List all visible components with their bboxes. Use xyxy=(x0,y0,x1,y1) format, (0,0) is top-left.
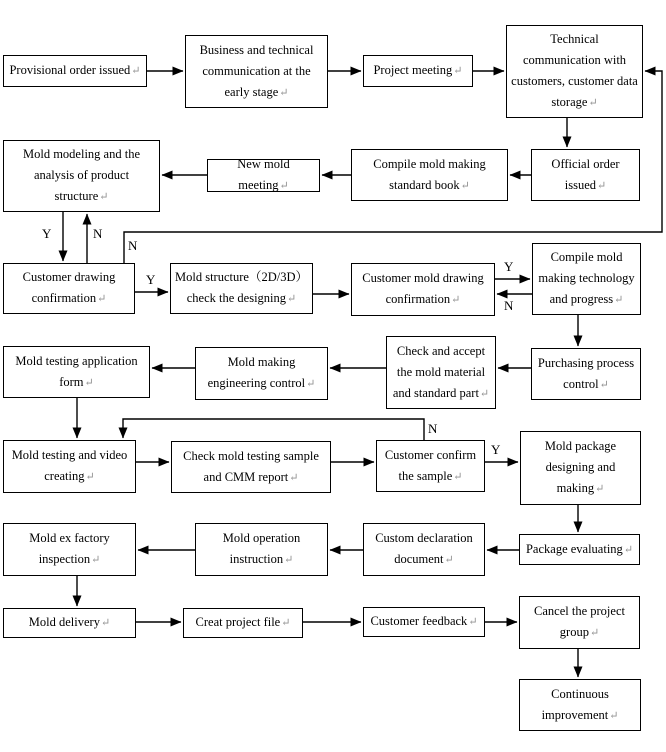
return-mark: ↵ xyxy=(468,616,478,628)
node-mold-testing-video-creating xyxy=(3,440,136,493)
node-package-evaluating xyxy=(519,534,640,565)
node-text: Cancel the project group xyxy=(534,604,625,639)
branch-label-no-sample: N xyxy=(428,421,438,436)
return-mark: ↵ xyxy=(287,293,297,305)
node-text: Check and accept the mold material and standard part xyxy=(392,343,486,400)
node-text: Project meeting xyxy=(373,63,453,77)
node-text: Mold structure（2D/3D）check the designing xyxy=(175,270,308,305)
node-custom-declaration-document xyxy=(363,523,485,576)
node-text: Custom declaration document xyxy=(375,531,473,566)
node-mold-ex-factory-inspection xyxy=(3,523,136,576)
node-text: Creat project file xyxy=(195,615,281,629)
node-text: Mold package designing and making xyxy=(544,439,617,495)
return-mark: ↵ xyxy=(91,554,101,566)
return-mark: ↵ xyxy=(97,293,107,305)
return-mark: ↵ xyxy=(85,471,95,483)
node-mold-structure-check xyxy=(170,263,313,314)
branch-label-no-to-modeling: N xyxy=(93,226,103,241)
node-text: Customer feedback xyxy=(370,614,468,628)
return-mark: ↵ xyxy=(597,179,607,192)
return-mark: ↵ xyxy=(453,65,463,77)
node-mold-delivery xyxy=(3,608,136,638)
arrow-confirm-sample-no-to-testing-video xyxy=(123,419,424,440)
node-text: Mold testing application form xyxy=(15,353,138,389)
return-mark: ↵ xyxy=(289,471,299,484)
node-mold-testing-application-form xyxy=(3,346,150,398)
node-text: Mold making engineering control xyxy=(207,355,306,390)
node-text: Check mold testing sample and CMM report xyxy=(183,448,319,484)
node-check-accept-material xyxy=(386,336,496,409)
node-mold-package-designing xyxy=(520,431,641,505)
return-mark: ↵ xyxy=(589,627,600,639)
return-mark: ↵ xyxy=(479,387,490,400)
return-mark: ↵ xyxy=(460,179,470,192)
return-mark: ↵ xyxy=(84,376,94,389)
return-mark: ↵ xyxy=(131,65,141,77)
return-mark: ↵ xyxy=(281,617,291,629)
node-check-mold-testing-sample xyxy=(171,441,331,493)
branch-label-yes-sample: Y xyxy=(491,442,501,457)
node-text: Provisional order issued xyxy=(9,63,131,77)
node-customer-confirm-sample xyxy=(376,440,485,492)
branch-label-yes-mold-drawing: Y xyxy=(504,259,514,274)
node-continuous-improvement xyxy=(519,679,641,731)
node-text: New mold meeting xyxy=(237,157,290,192)
return-mark: ↵ xyxy=(100,617,111,629)
return-mark: ↵ xyxy=(623,543,634,556)
return-mark: ↵ xyxy=(444,554,454,566)
branch-label-yes-to-structure-check: Y xyxy=(146,272,156,287)
return-mark: ↵ xyxy=(595,483,605,495)
node-text: Customer drawing confirmation xyxy=(22,270,116,305)
node-technical-communication xyxy=(506,25,643,118)
node-text: Compile mold making standard book xyxy=(373,156,486,192)
node-project-meeting xyxy=(363,55,473,87)
return-mark: ↵ xyxy=(306,378,316,390)
return-mark: ↵ xyxy=(599,378,609,391)
node-text: Mold operation instruction xyxy=(222,531,301,566)
node-business-communication xyxy=(185,35,328,108)
node-text: Mold ex factory inspection xyxy=(29,531,110,566)
node-text: Mold modeling and the analysis of product structure xyxy=(23,147,140,203)
node-purchasing-process-control xyxy=(531,348,641,400)
node-cancel-project-group xyxy=(519,596,640,649)
return-mark: ↵ xyxy=(453,470,463,483)
node-text: Compile mold making technology and progress xyxy=(538,250,635,306)
return-mark: ↵ xyxy=(284,554,294,566)
node-compile-standard-book xyxy=(351,149,508,201)
node-text: Mold delivery xyxy=(28,615,100,629)
node-new-mold-meeting xyxy=(207,159,320,192)
node-text: Package evaluating xyxy=(525,541,623,556)
node-compile-technology xyxy=(532,243,641,315)
return-mark: ↵ xyxy=(279,86,289,99)
node-text: Mold testing and video creating xyxy=(11,448,128,483)
return-mark: ↵ xyxy=(451,294,461,306)
node-text: Customer mold drawing confirmation xyxy=(362,271,484,306)
branch-label-no-mold-drawing: N xyxy=(504,298,514,313)
node-mold-operation-instruction xyxy=(195,523,328,576)
node-customer-feedback xyxy=(363,607,485,637)
return-mark: ↵ xyxy=(99,191,109,203)
node-text: Purchasing process control xyxy=(537,355,635,391)
branch-label-no-to-techcomm: N xyxy=(128,238,138,253)
node-customer-drawing-confirmation xyxy=(3,263,135,314)
node-text: Continuous improvement xyxy=(541,686,609,722)
node-text: Customer confirm the sample xyxy=(384,447,477,483)
node-text: Business and technical communication at the early stage xyxy=(199,42,314,99)
return-mark: ↵ xyxy=(614,294,624,306)
node-mold-making-engineering-control xyxy=(195,347,328,400)
node-mold-modeling xyxy=(3,140,160,212)
return-mark: ↵ xyxy=(609,709,619,722)
node-text: Official order issued xyxy=(551,156,620,192)
node-official-order-issued xyxy=(531,149,640,201)
node-text: Technical communication with customers, customer data storage xyxy=(511,32,638,109)
node-creat-project-file xyxy=(183,608,303,638)
return-mark: ↵ xyxy=(279,180,289,192)
node-customer-mold-drawing-confirmation xyxy=(351,263,495,316)
node-provisional-order-issued xyxy=(3,55,147,87)
branch-label-yes-modeling: Y xyxy=(42,226,52,241)
return-mark: ↵ xyxy=(588,97,598,109)
